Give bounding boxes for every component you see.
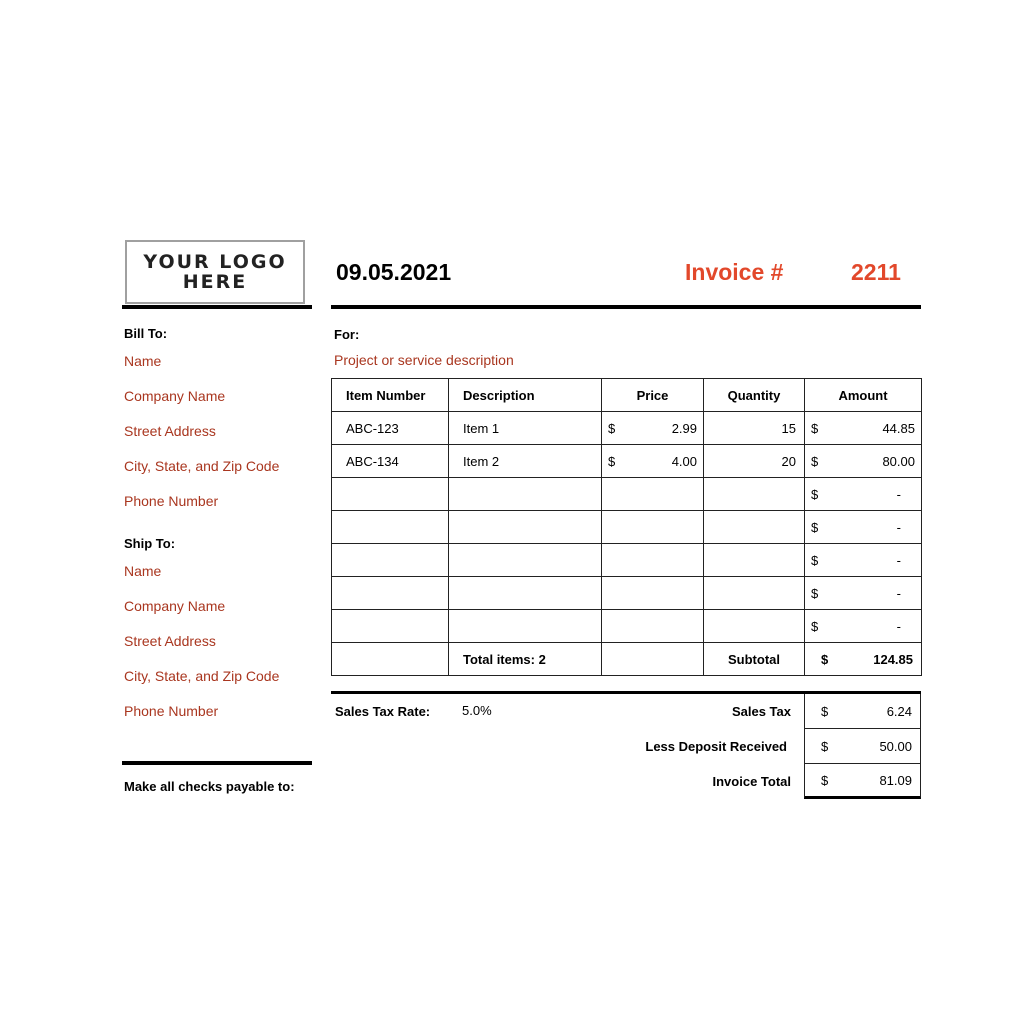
amount-value: - [896,486,901,502]
currency-symbol: $ [811,420,819,436]
currency-symbol: $ [608,420,616,436]
item-price[interactable] [602,511,703,543]
amount-value: - [896,618,901,634]
subtotal-amount [805,643,921,675]
item-quantity[interactable] [704,577,804,609]
header-amount: Amount [838,387,888,403]
sales-tax-value: 6.24 [886,703,912,719]
currency-symbol: $ [821,772,829,788]
item-price[interactable] [602,478,703,510]
item-amount [805,412,921,444]
item-number[interactable] [332,478,448,510]
item-description[interactable] [449,577,601,609]
header-description: Description [463,387,535,403]
table-row [332,610,922,643]
sales-tax-label: Sales Tax [731,704,791,719]
header-quantity: Quantity [727,387,781,403]
table-row [332,511,922,544]
item-number[interactable]: ABC-123 [346,420,399,436]
logo-line-1: YOUR LOGO [143,251,287,273]
amount-value: 80.00 [882,453,915,469]
table-row [332,478,922,511]
invoice-number: 2211 [851,259,901,285]
item-quantity[interactable] [704,544,804,576]
item-description[interactable] [449,478,601,510]
currency-symbol: $ [811,585,819,601]
item-quantity[interactable] [704,511,804,543]
item-number[interactable]: ABC-134 [346,453,399,469]
bill-to-name[interactable]: Name [124,353,162,369]
item-number[interactable] [332,544,448,576]
price-value: 4.00 [671,453,697,469]
item-description[interactable] [449,544,601,576]
item-amount [805,478,921,510]
price-value: 2.99 [671,420,697,436]
currency-symbol: $ [811,519,819,535]
project-description[interactable]: Project or service description [334,352,514,368]
currency-symbol: $ [811,618,819,634]
amount-value: - [896,519,901,535]
ship-to-company[interactable]: Company Name [124,598,226,614]
table-row [332,544,922,577]
header-item-number: Item Number [346,387,426,403]
sales-tax-amount [804,694,921,729]
currency-symbol: $ [821,738,829,754]
table-row [332,412,922,445]
item-number[interactable] [332,511,448,543]
ship-to-street[interactable]: Street Address [124,633,216,649]
invoice-total-value: 81.09 [879,772,912,788]
item-description[interactable]: Item 1 [463,420,500,436]
ship-to-city[interactable]: City, State, and Zip Code [124,668,280,684]
subtotal-label: Subtotal [728,651,780,667]
bill-to-company[interactable]: Company Name [124,388,226,404]
invoice-number-label: Invoice # [685,259,784,285]
empty-cell [602,643,703,675]
deposit-amount[interactable] [804,729,921,764]
amount-value: - [896,585,901,601]
deposit-value: 50.00 [879,738,912,754]
invoice-total-amount [804,764,921,799]
item-quantity[interactable]: 20 [781,453,796,469]
item-description[interactable]: Item 2 [463,453,500,469]
item-amount [805,544,921,576]
checks-payable-label: Make all checks payable to: [124,779,295,794]
bill-to-city[interactable]: City, State, and Zip Code [124,458,280,474]
right-header-rule [331,305,921,309]
empty-cell [332,643,448,675]
sales-tax-rate-value[interactable]: 5.0% [462,703,492,718]
total-items: Total items: 2 [463,651,546,667]
item-number[interactable] [332,577,448,609]
table-row [332,445,922,478]
amount-value: 44.85 [882,420,915,436]
currency-symbol: $ [811,552,819,568]
invoice-total-label: Invoice Total [712,774,791,789]
currency-symbol: $ [821,703,829,719]
item-quantity[interactable]: 15 [781,420,796,436]
currency-symbol: $ [821,651,829,667]
currency-symbol: $ [811,453,819,469]
line-items-table [331,378,922,676]
logo-line-2: HERE [182,271,248,293]
bill-to-street[interactable]: Street Address [124,423,216,439]
item-quantity[interactable] [704,478,804,510]
ship-to-phone[interactable]: Phone Number [124,703,219,719]
item-number[interactable] [332,610,448,642]
deposit-label: Less Deposit Received [645,739,787,754]
amount-value: - [896,552,901,568]
checks-rule [122,761,312,765]
item-price[interactable] [602,610,703,642]
currency-symbol: $ [811,486,819,502]
item-price[interactable] [602,412,703,444]
item-price[interactable] [602,445,703,477]
subtotal-row [332,643,922,676]
header-price: Price [636,387,669,403]
bill-to-phone[interactable]: Phone Number [124,493,219,509]
bill-to-label: Bill To: [124,326,168,341]
item-description[interactable] [449,610,601,642]
item-amount [805,577,921,609]
item-price[interactable] [602,577,703,609]
item-amount [805,445,921,477]
ship-to-name[interactable]: Name [124,563,162,579]
currency-symbol: $ [608,453,616,469]
ship-to-label: Ship To: [124,536,176,551]
left-header-rule [122,305,312,309]
item-quantity[interactable] [704,610,804,642]
subtotal-value: 124.85 [873,651,913,667]
invoice-date: 09.05.2021 [336,259,452,285]
item-description[interactable] [449,511,601,543]
sales-tax-rate-label: Sales Tax Rate: [335,704,431,719]
logo-placeholder [125,240,305,304]
item-amount [805,511,921,543]
item-amount [805,610,921,642]
item-price[interactable] [602,544,703,576]
for-label: For: [334,327,360,342]
table-header-row [332,379,922,412]
table-row [332,577,922,610]
